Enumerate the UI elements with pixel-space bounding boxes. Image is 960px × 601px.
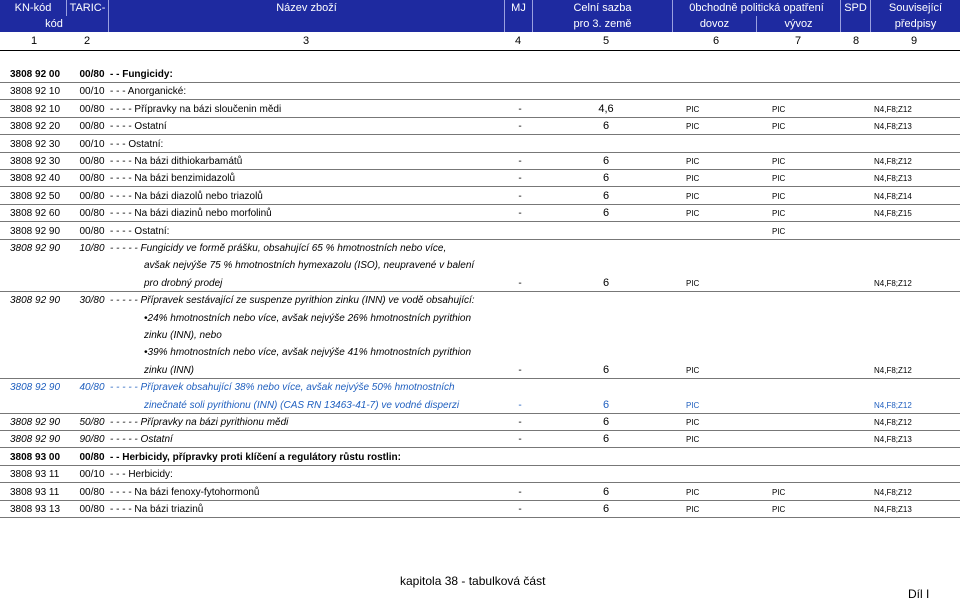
table-row xyxy=(0,205,960,222)
table-row xyxy=(0,223,960,240)
export-measure-cell: PIC xyxy=(772,226,786,236)
table-row xyxy=(0,240,960,257)
goods-name-cell: - - - - - Ostatní xyxy=(110,434,173,446)
goods-name-cell: •39% hmotnostních nebo více, avšak nejvýše 41% hmotnostních pyrithion xyxy=(144,347,472,359)
taric-code-cell: 00/80 xyxy=(79,451,105,463)
related-rules-cell: N4,F8;Z13 xyxy=(874,174,912,184)
related-rules-cell: N4,F8;Z12 xyxy=(874,365,912,375)
taric-code-cell: 00/10 xyxy=(79,469,105,481)
unit-cell: - xyxy=(518,190,522,202)
header-pro-3-zeme: pro 3. země xyxy=(532,16,672,32)
table-row xyxy=(0,344,960,361)
header-mj: MJ xyxy=(504,0,532,16)
duty-rate-cell: 6 xyxy=(602,398,610,411)
export-measure-cell: PIC xyxy=(772,191,786,201)
kn-code-cell: 3808 92 30 xyxy=(10,138,61,150)
kn-code-cell: 3808 92 90 xyxy=(10,434,61,446)
table-row xyxy=(0,275,960,292)
goods-name-cell: zinku (INN), nebo xyxy=(144,330,222,341)
header-taric: TARIC- xyxy=(66,0,108,16)
goods-name-cell: - - - - Na bázi dithiokarbamátů xyxy=(110,156,243,167)
table-row xyxy=(0,292,960,309)
kn-code-cell: 3808 93 00 xyxy=(10,451,61,463)
taric-code-cell: 40/80 xyxy=(79,382,105,394)
export-measure-cell: PIC xyxy=(772,122,786,132)
goods-name-cell: - - - - Na bázi diazinů nebo morfolinů xyxy=(110,208,272,220)
unit-cell: - xyxy=(518,364,522,376)
table-row xyxy=(0,362,960,379)
unit-cell: - xyxy=(518,277,522,289)
goods-name-cell: - - - Herbicidy: xyxy=(110,469,173,481)
header-empty xyxy=(108,16,504,32)
related-rules-cell: N4,F8;Z13 xyxy=(874,505,912,514)
table-row xyxy=(0,431,960,448)
unit-cell: - xyxy=(518,103,522,115)
related-rules-cell: N4,F8;Z15 xyxy=(874,209,912,219)
duty-rate-cell: 6 xyxy=(602,155,610,167)
table-row xyxy=(0,449,960,466)
import-measure-cell: PIC xyxy=(686,435,700,445)
header-row-1 xyxy=(0,0,960,16)
header-predpisy: předpisy xyxy=(870,16,960,32)
header-kn-kod: KN-kód xyxy=(14,2,52,14)
import-measure-cell: PIC xyxy=(686,104,700,114)
col-number-1: 1 xyxy=(30,35,38,47)
unit-cell: - xyxy=(518,417,522,428)
table-row xyxy=(0,118,960,135)
kn-code-cell: 3808 92 30 xyxy=(10,156,61,167)
taric-code-cell: 50/80 xyxy=(79,417,105,428)
related-rules-cell: N4,F8;Z13 xyxy=(874,435,912,445)
table-row xyxy=(0,101,960,118)
duty-rate-cell: 6 xyxy=(602,189,610,202)
taric-code-cell: 00/80 xyxy=(79,173,105,185)
table-row xyxy=(0,188,960,205)
header-row-2 xyxy=(0,16,960,32)
export-measure-cell: PIC xyxy=(772,487,786,497)
related-rules-cell: N4,F8;Z12 xyxy=(874,278,912,288)
duty-rate-cell: 6 xyxy=(602,416,610,428)
kn-code-cell: 3808 92 90 xyxy=(10,243,61,254)
import-measure-cell: PIC xyxy=(686,365,700,375)
duty-rate-cell: 6 xyxy=(602,503,610,515)
import-measure-cell: PIC xyxy=(686,209,700,219)
kn-code-cell: 3808 93 11 xyxy=(10,469,60,481)
goods-name-cell: - - - - Na bázi benzimidazolů xyxy=(110,173,236,185)
header-empty-mj xyxy=(504,16,532,32)
unit-cell: - xyxy=(518,208,522,220)
header-vyvoz: vývoz xyxy=(756,16,840,32)
taric-code-cell: 30/80 xyxy=(79,295,105,307)
goods-name-cell: - - - - - Přípravek obsahující 38% nebo více, avšak nejvýše 50% hmotnostních xyxy=(110,382,455,394)
goods-name-cell: - - Fungicidy: xyxy=(110,69,173,80)
col-number-3: 3 xyxy=(302,35,310,47)
kn-code-cell: 3808 92 00 xyxy=(10,69,61,80)
goods-name-cell: •24% hmotnostních nebo více, avšak nejvýše 26% hmotnostních pyrithion xyxy=(144,312,472,324)
kn-code-cell: 3808 92 90 xyxy=(10,295,61,307)
export-measure-cell: PIC xyxy=(772,209,786,219)
taric-code-cell: 00/80 xyxy=(79,121,105,133)
related-rules-cell: N4,F8;Z12 xyxy=(874,487,912,497)
import-measure-cell: PIC xyxy=(686,418,700,427)
duty-rate-cell: 6 xyxy=(602,207,610,220)
duty-rate-cell: 6 xyxy=(602,433,610,446)
import-measure-cell: PIC xyxy=(686,505,700,514)
taric-code-cell: 00/80 xyxy=(79,225,105,237)
import-measure-cell: PIC xyxy=(686,400,700,410)
footer-chapter: kapitola 38 - tabulková část xyxy=(400,574,546,588)
import-measure-cell: PIC xyxy=(686,174,700,184)
related-rules-cell: N4,F8;Z12 xyxy=(874,157,912,166)
import-measure-cell: PIC xyxy=(686,157,700,166)
unit-cell: - xyxy=(518,156,522,167)
table-row xyxy=(0,310,960,327)
related-rules-cell: N4,F8;Z13 xyxy=(874,122,912,132)
kn-code-cell: 3808 92 20 xyxy=(10,121,61,133)
export-measure-cell: PIC xyxy=(772,104,786,114)
goods-name-cell: - - Herbicidy, přípravky proti klíčení a regulátory růstu rostlin: xyxy=(110,451,401,463)
kn-code-cell: 3808 92 10 xyxy=(10,86,61,98)
col-number-4: 4 xyxy=(514,35,522,47)
goods-name-cell: - - - - - Fungicidy ve formě prášku, obsahující 65 % hmotnostních nebo více, xyxy=(110,243,447,254)
col-number-8: 8 xyxy=(852,35,860,47)
header-empty-spd xyxy=(840,16,870,32)
table-row xyxy=(0,136,960,153)
export-measure-cell: PIC xyxy=(772,505,786,514)
header-celni-sazba: Celní sazba xyxy=(532,0,672,16)
header-souvisejici: Související xyxy=(870,0,960,16)
goods-name-cell: - - - - Na bázi triazinů xyxy=(110,504,204,515)
goods-name-cell: - - - - Na bázi diazolů nebo triazolů xyxy=(110,190,263,202)
goods-name-cell: - - - - Ostatní: xyxy=(110,225,170,237)
kn-code-cell: 3808 92 10 xyxy=(10,103,61,115)
header-divider xyxy=(0,50,960,51)
import-measure-cell: PIC xyxy=(686,191,700,201)
taric-code-cell: 00/80 xyxy=(79,103,105,115)
goods-name-cell: - - - - Přípravky na bázi sloučenin mědi xyxy=(110,103,282,115)
table-row xyxy=(0,379,960,396)
goods-name-cell: - - - - - Přípravek sestávající ze suspenze pyrithion zinku (INN) ve vodě obsahující: xyxy=(110,295,475,307)
goods-name-cell: - - - Anorganické: xyxy=(110,86,187,98)
kn-code-cell: 3808 92 50 xyxy=(10,190,61,202)
unit-cell: - xyxy=(518,173,522,185)
kn-code-cell: 3808 93 13 xyxy=(10,504,61,515)
taric-code-cell: 00/10 xyxy=(79,138,105,150)
related-rules-cell: N4,F8;Z12 xyxy=(874,104,912,114)
goods-name-cell: - - - - - Přípravky na bázi pyrithionu mědi xyxy=(110,417,289,428)
kn-code-cell: 3808 92 90 xyxy=(10,382,61,394)
kn-code-cell: 3808 92 90 xyxy=(10,417,61,428)
kn-code-cell: 3808 93 11 xyxy=(10,486,60,498)
goods-name-cell: zinku (INN) xyxy=(144,364,195,376)
related-rules-cell: N4,F8;Z14 xyxy=(874,191,912,201)
table-row xyxy=(0,170,960,187)
col-number-7: 7 xyxy=(794,35,802,47)
unit-cell: - xyxy=(518,434,522,446)
goods-name-cell: zinečnaté soli pyrithionu (INN) (CAS RN 13463-41-7) ve vodné disperzi xyxy=(144,399,460,411)
taric-code-cell: 00/80 xyxy=(79,208,105,220)
related-rules-cell: N4,F8;Z12 xyxy=(874,418,912,427)
table-row xyxy=(0,83,960,100)
taric-code-cell: 10/80 xyxy=(79,243,105,254)
table-row xyxy=(0,66,960,83)
taric-code-cell: 00/80 xyxy=(79,486,105,498)
col-number-6: 6 xyxy=(712,35,720,47)
kn-code-cell: 3808 92 60 xyxy=(10,208,61,220)
kn-code-cell: 3808 92 90 xyxy=(10,225,61,237)
import-measure-cell: PIC xyxy=(686,487,700,497)
taric-code-cell: 00/10 xyxy=(79,86,105,98)
import-measure-cell: PIC xyxy=(686,278,700,288)
col-number-2: 2 xyxy=(83,35,91,47)
table-row xyxy=(0,484,960,501)
taric-code-cell: 90/80 xyxy=(79,434,105,446)
table-header xyxy=(0,0,960,50)
goods-name-cell: pro drobný prodej xyxy=(144,277,223,289)
duty-rate-cell: 6 xyxy=(602,172,610,185)
goods-name-cell: - - - - Na bázi fenoxy-fytohormonů xyxy=(110,486,260,498)
taric-code-cell: 00/80 xyxy=(79,504,105,515)
export-measure-cell: PIC xyxy=(772,157,786,166)
col-number-5: 5 xyxy=(602,35,610,47)
table-row xyxy=(0,153,960,170)
goods-name-cell: - - - Ostatní: xyxy=(110,138,164,150)
unit-cell: - xyxy=(518,121,522,133)
duty-rate-cell: 6 xyxy=(602,120,610,133)
unit-cell: - xyxy=(518,486,522,498)
kn-code-cell: 3808 92 40 xyxy=(10,173,61,185)
header-nazev-zbozi: Název zboží xyxy=(108,0,504,16)
taric-code-cell: 00/80 xyxy=(79,69,105,80)
unit-cell: - xyxy=(518,504,522,515)
goods-name-cell: - - - - Ostatní xyxy=(110,121,167,133)
taric-code-cell: 00/80 xyxy=(79,156,105,167)
table-row xyxy=(0,414,960,431)
table-row xyxy=(0,501,960,518)
table-row xyxy=(0,327,960,344)
header-kod: kód xyxy=(45,18,63,30)
header-spd: SPD xyxy=(840,0,870,16)
table-row xyxy=(0,466,960,483)
header-dovoz: dovoz xyxy=(672,16,756,32)
related-rules-cell: N4,F8;Z12 xyxy=(874,400,912,410)
duty-rate-cell: 6 xyxy=(602,485,610,498)
duty-rate-cell: 6 xyxy=(602,276,610,289)
duty-rate-cell: 6 xyxy=(602,363,610,376)
col-number-9: 9 xyxy=(910,35,918,47)
goods-name-cell: avšak nejvýše 75 % hmotnostních hymexazolu (ISO), neupravené v balení xyxy=(144,260,475,272)
duty-rate-cell: 4,6 xyxy=(598,102,614,115)
taric-code-cell: 00/80 xyxy=(79,190,105,202)
unit-cell: - xyxy=(518,399,522,411)
table-row xyxy=(0,397,960,414)
header-opatreni: 0bchodně politická opatření xyxy=(672,0,840,16)
import-measure-cell: PIC xyxy=(686,122,700,132)
export-measure-cell: PIC xyxy=(772,174,786,184)
footer-part: Díl I xyxy=(908,587,930,601)
table-row xyxy=(0,257,960,274)
